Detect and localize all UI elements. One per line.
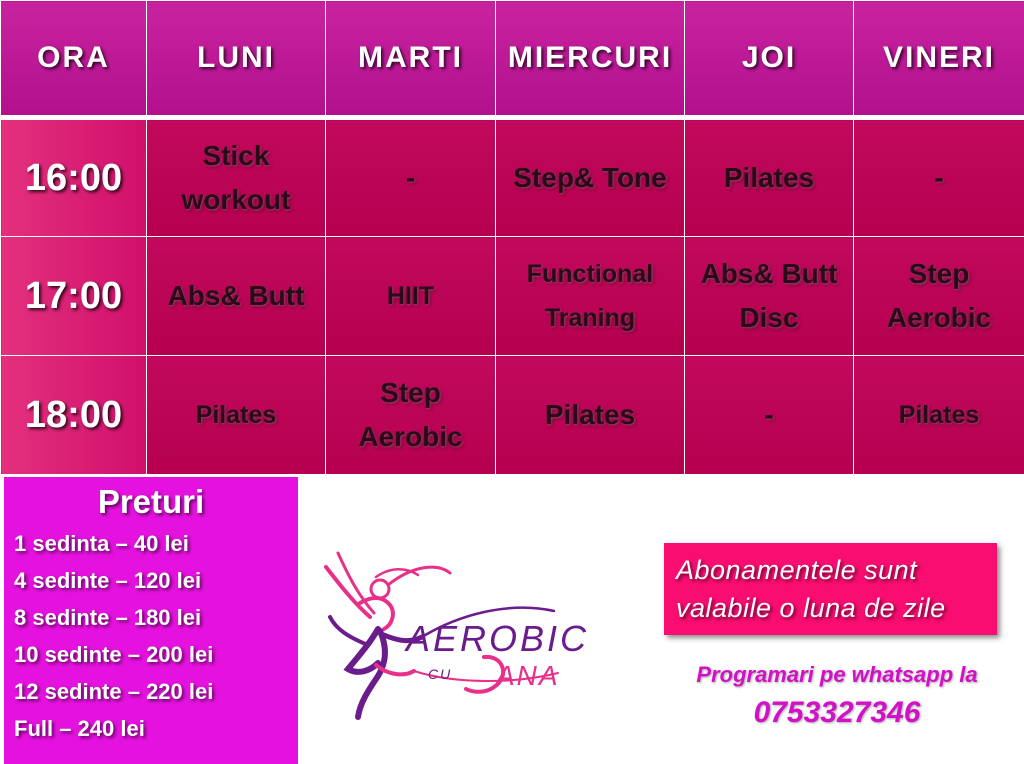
class-cell (854, 237, 1024, 356)
prices-panel (4, 477, 298, 764)
class-cell (326, 118, 496, 237)
class-cell (685, 118, 854, 237)
subscription-note (664, 543, 997, 635)
class-cell (854, 118, 1024, 237)
class-name: - (934, 162, 944, 193)
class-name: Abs& Butt (167, 280, 305, 311)
logo-cu-text: CU (428, 666, 453, 682)
class-name: Step Aerobic (886, 258, 992, 333)
header-ora: ORA (1, 1, 147, 118)
header-joi: JOI (685, 1, 854, 118)
class-name: Step Aerobic (358, 377, 463, 452)
class-name: Pilates (723, 162, 815, 193)
note-line: valabile o luna de zile (676, 593, 946, 623)
aerobic-cu-dana-logo (318, 545, 618, 730)
time-slot: 18:00 (1, 356, 147, 475)
class-name: Pilates (195, 401, 277, 429)
class-cell (685, 237, 854, 356)
class-name: Functional Traning (526, 260, 654, 332)
price-item: 1 sedinta – 40 lei (14, 531, 189, 556)
phone-number: 0753327346 (753, 696, 921, 729)
class-cell (854, 356, 1024, 475)
price-item: 10 sedinte – 200 lei (14, 642, 214, 667)
header-vineri: VINERI (854, 1, 1024, 118)
header-luni: LUNI (147, 1, 326, 118)
prices-title: Preturi (97, 483, 205, 520)
class-cell (685, 356, 854, 475)
header-marti: MARTI (326, 1, 496, 118)
note-line: Abonamentele sunt (676, 555, 918, 585)
price-item: 12 sedinte – 220 lei (14, 679, 214, 704)
class-cell (147, 118, 326, 237)
price-item: 4 sedinte – 120 lei (14, 568, 202, 593)
class-name: Abs& Butt Disc (700, 258, 838, 333)
whatsapp-label: Programari pe whatsapp la (696, 662, 978, 687)
schedule-row (1, 237, 1024, 356)
class-name: - (764, 399, 774, 430)
class-name: - (405, 162, 416, 193)
logo-name-text: ANA (496, 660, 560, 691)
schedule-row (1, 118, 1024, 237)
price-item: Full – 240 lei (14, 716, 145, 741)
class-cell (147, 356, 326, 475)
class-name: HIIT (386, 282, 435, 310)
class-cell (496, 356, 685, 475)
class-cell (326, 237, 496, 356)
class-name: Stick workout (181, 140, 291, 215)
logo-aerobic-text: AEROBIC (406, 618, 590, 659)
header-miercuri: MIERCURI (496, 1, 685, 118)
class-cell (147, 237, 326, 356)
schedule-header-row (1, 1, 1024, 118)
schedule-row (1, 356, 1024, 475)
class-name: Step& Tone (513, 162, 667, 193)
time-slot: 17:00 (1, 237, 147, 356)
class-name: Pilates (898, 401, 980, 429)
price-item: 8 sedinte – 180 lei (14, 605, 202, 630)
class-cell (326, 356, 496, 475)
time-slot: 16:00 (1, 118, 147, 237)
class-name: Pilates (544, 399, 636, 430)
class-cell (496, 118, 685, 237)
class-cell (496, 237, 685, 356)
